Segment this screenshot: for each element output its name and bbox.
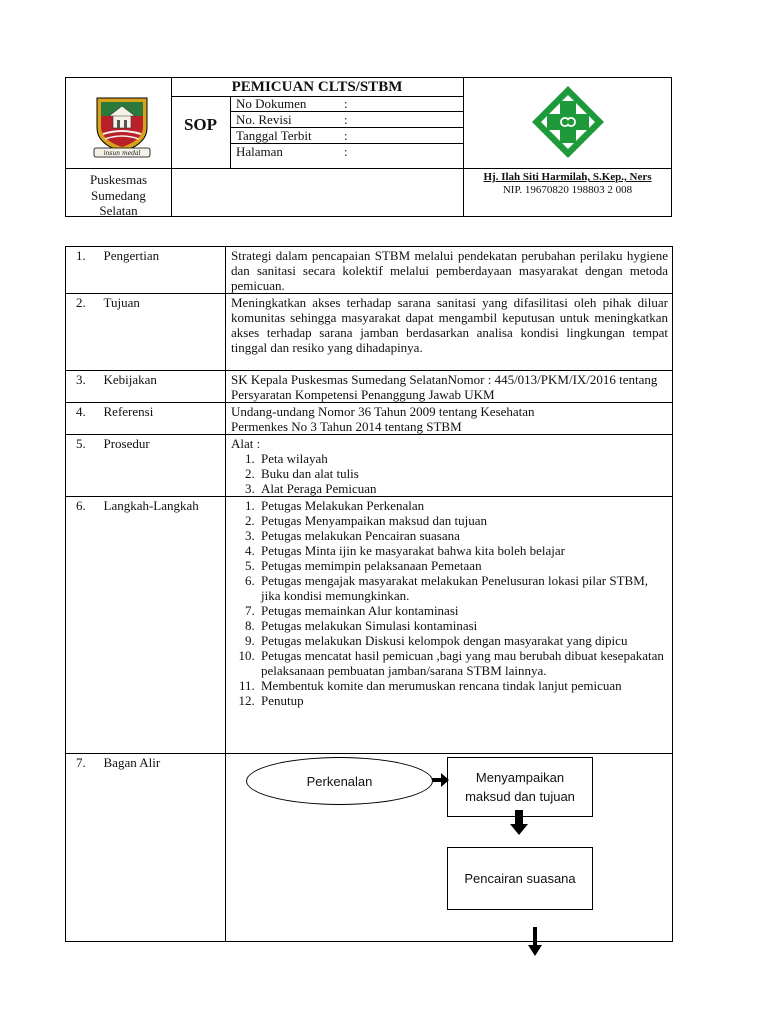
flow-node-label: Perkenalan: [306, 773, 373, 789]
org-name: [66, 172, 171, 219]
org-name-line: Puskesmas: [89, 172, 148, 187]
sop-content-table: [65, 246, 673, 942]
list-item: 3. Alat Peraga Pemicuan: [258, 481, 668, 496]
list-item: 6. Petugas mengajak masyarakat melakukan Penelusuran lokasi pilar STBM, jika kondisi memungkinkan.: [258, 573, 668, 603]
section-number: 7.: [66, 754, 99, 942]
field-no-revisi-label: No. Revisi: [236, 112, 292, 127]
header-divider: [171, 96, 463, 97]
list-item: 10. Petugas mencatat hasil pemicuan ,bagi yang mau berubah dibuat kesepakatan pelaksanaan pembuatan jamban/sarana STBM lainnya.: [258, 648, 668, 678]
section-label: Langkah-Langkah: [99, 497, 226, 754]
sop-label: SOP: [183, 115, 218, 134]
section-content: Meningkatkan akses terhadap sarana sanitasi yang difasilitasi oleh pihak diluar komunitas sehingga masyarakat dapat mengambil keputusan untuk meningkatkan akses terhadap sarana jamban berdasarkan analisa kondisi lingkungan tempat tinggal dan resiko yang dihadapinya.: [226, 294, 673, 371]
flow-step-node: [447, 757, 593, 817]
puskesmas-logo: [528, 84, 608, 160]
field-tanggal-terbit-label: Tanggal Terbit: [236, 128, 312, 143]
section-label: Referensi: [99, 403, 226, 435]
list-item: 7. Petugas memainkan Alur kontaminasi: [258, 603, 668, 618]
field-halaman-sep: :: [344, 144, 348, 159]
crest-banner-text: insun medal: [103, 150, 141, 157]
section-row-prosedur: [66, 435, 673, 497]
header-divider: [171, 77, 172, 217]
header-divider: [230, 96, 231, 168]
document-title: PEMICUAN CLTS/STBM: [231, 79, 403, 95]
header-divider: [65, 168, 672, 169]
list-item: 9. Petugas melakukan Diskusi kelompok dengan masyarakat yang dipicu: [258, 633, 668, 648]
section-content: Strategi dalam pencapaian STBM melalui pendekatan perubahan perilaku hygiene dan sanitasi secara kolektif melalui pemberdayaan masyarakat dengan metoda pemicuan.: [226, 247, 673, 294]
field-no-dokumen-label: No Dokumen: [236, 96, 307, 111]
list-item: 8. Petugas melakukan Simulasi kontaminasi: [258, 618, 668, 633]
section-row-kebijakan: [66, 371, 673, 403]
list-item: 11. Membentuk komite dan merumuskan rencana tindak lanjut pemicuan: [258, 678, 668, 693]
org-name-line: Selatan: [99, 203, 138, 218]
section-number: 3.: [66, 371, 99, 403]
section-number: 1.: [66, 247, 99, 294]
signatory-name: Hj. Ilah Siti Harmilah, S.Kep., Ners: [483, 171, 652, 183]
section-label: Pengertian: [99, 247, 226, 294]
section-row-referensi: [66, 403, 673, 435]
list-item: 1. Peta wilayah: [258, 451, 668, 466]
section-label: Bagan Alir: [99, 754, 226, 942]
org-name-line: Sumedang: [91, 187, 146, 203]
signatory-nip: NIP. 19670820 198803 2 008: [502, 184, 633, 196]
reference-line: Undang-undang Nomor 36 Tahun 2009 tentang Kesehatan: [231, 404, 535, 419]
arrow-down-icon: [527, 927, 543, 957]
list-item: 2. Petugas Menyampaikan maksud dan tujuan: [258, 513, 668, 528]
tools-list: [231, 451, 668, 496]
list-item: 12. Penutup: [258, 693, 668, 708]
procedure-intro: Alat :: [231, 436, 261, 451]
field-no-dokumen-sep: :: [344, 96, 348, 111]
section-label: Tujuan: [99, 294, 226, 371]
list-item: 3. Petugas melakukan Pencairan suasana: [258, 528, 668, 543]
flow-step-node: [447, 847, 593, 910]
flow-start-node: [246, 757, 433, 805]
section-number: 6.: [66, 497, 99, 754]
field-halaman-label: Halaman: [236, 144, 283, 159]
reference-line: Permenkes No 3 Tahun 2014 tentang STBM: [231, 419, 462, 434]
list-item: 4. Petugas Minta ijin ke masyarakat bahwa kita boleh belajar: [258, 543, 668, 558]
section-content: [226, 497, 673, 754]
steps-list: [231, 498, 668, 708]
flow-node-label: maksud dan tujuan: [465, 789, 575, 804]
section-content: [226, 435, 673, 497]
section-number: 4.: [66, 403, 99, 435]
list-item: 5. Petugas memimpin pelaksanaan Pemetaan: [258, 558, 668, 573]
section-label: Prosedur: [99, 435, 226, 497]
list-item: 2. Buku dan alat tulis: [258, 466, 668, 481]
arrow-down-icon: [510, 810, 528, 836]
field-tanggal-terbit-sep: :: [344, 128, 348, 143]
section-number: 5.: [66, 435, 99, 497]
flow-node-label: Menyampaikan: [475, 770, 565, 785]
section-content: SK Kepala Puskesmas Sumedang SelatanNomor : 445/013/PKM/IX/2016 tentang Persyaratan Kompetensi Penanggung Jawab UKM: [226, 371, 673, 403]
section-number: 2.: [66, 294, 99, 371]
section-content: [226, 403, 673, 435]
list-item: 1. Petugas Melakukan Perkenalan: [258, 498, 668, 513]
section-row-tujuan: [66, 294, 673, 371]
section-row-pengertian: [66, 247, 673, 294]
sumedang-crest-logo: [91, 94, 153, 160]
section-row-langkah: [66, 497, 673, 754]
flow-node-label: Pencairan suasana: [464, 871, 576, 886]
field-no-revisi-sep: :: [344, 112, 348, 127]
section-label: Kebijakan: [99, 371, 226, 403]
